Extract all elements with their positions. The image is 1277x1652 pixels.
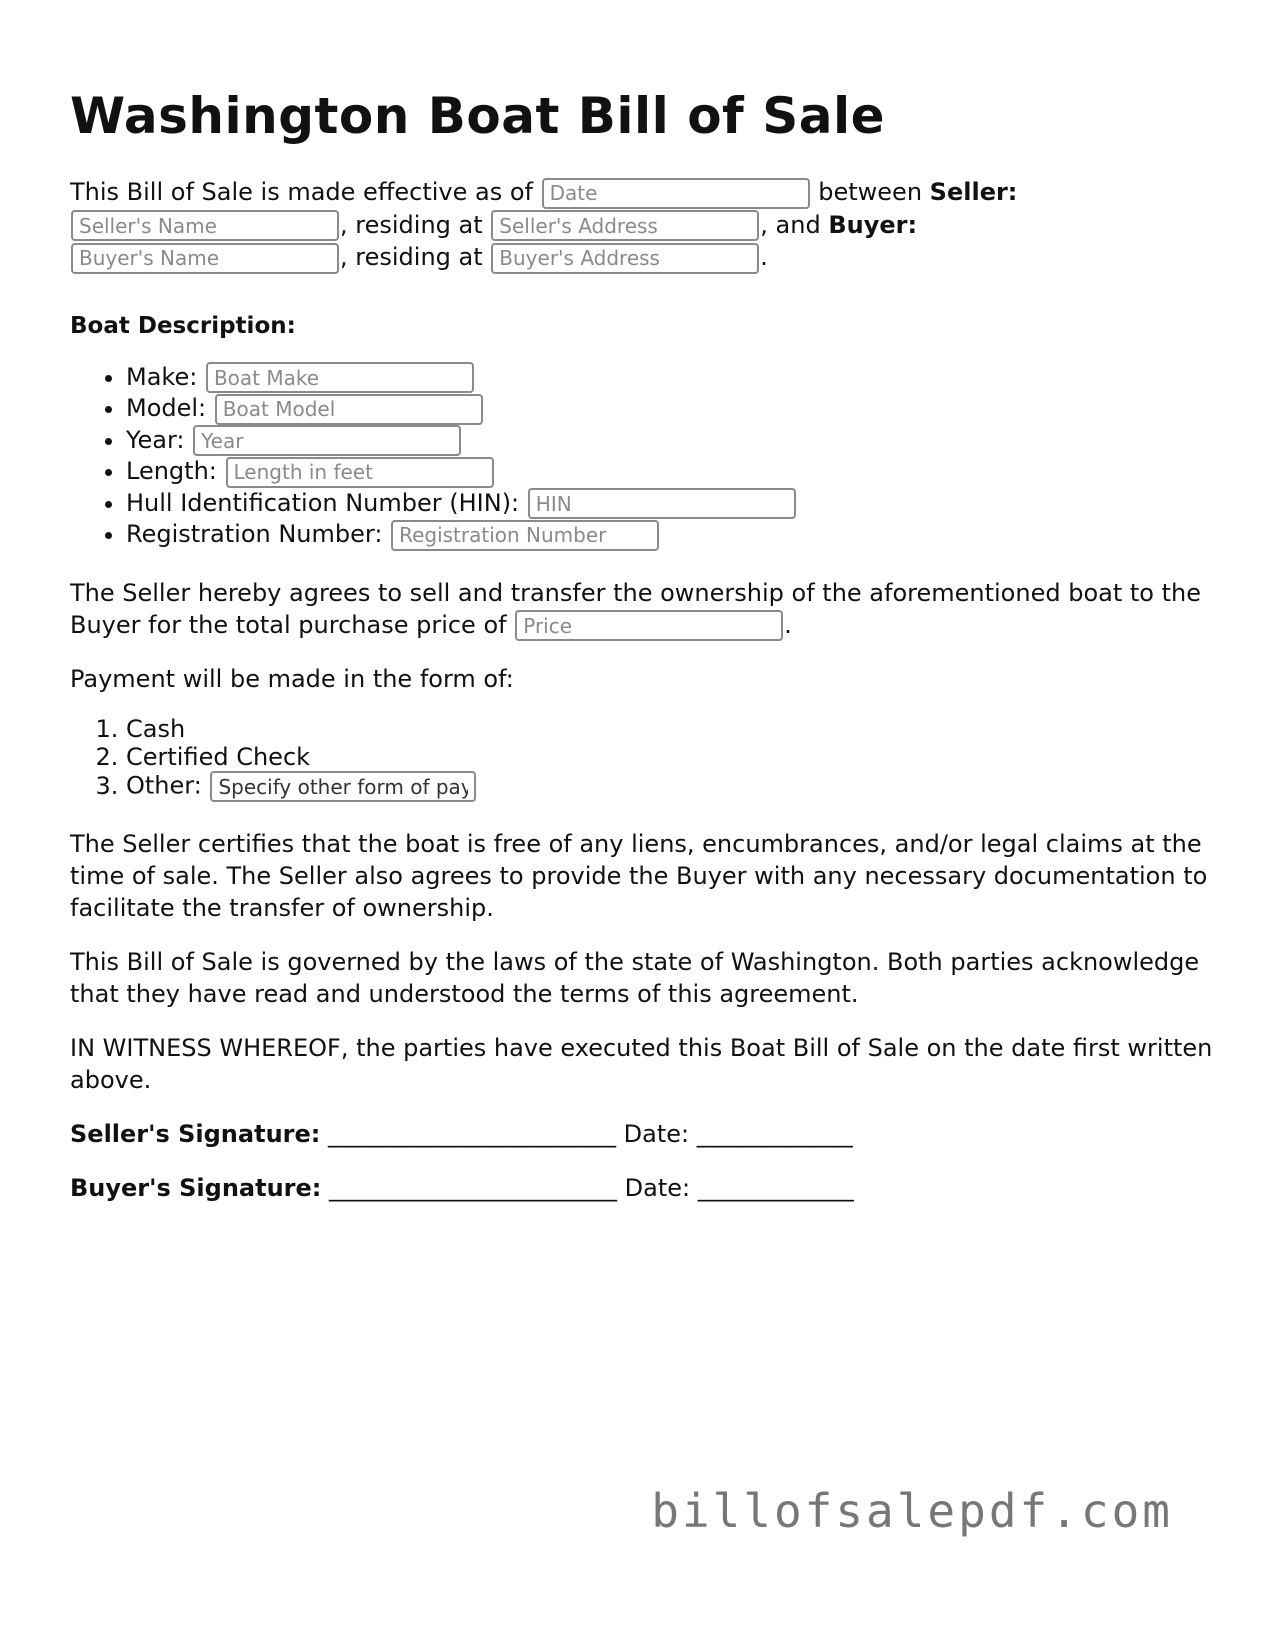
governed-paragraph: This Bill of Sale is governed by the laws of the state of Washington. Both parties acknowledge that they have read and understood the terms of this agreement. [70, 948, 1200, 1008]
seller-name-field[interactable] [71, 210, 339, 241]
model-label: Model: [126, 394, 207, 422]
certify-paragraph: The Seller certifies that the boat is free of any liens, encumbrances, and/or legal claims at the time of sale. The Seller also agrees to provide the Buyer with any necessary documentation to facilitate the transfer of ownership. [70, 830, 1208, 922]
boat-description-heading: Boat Description: [70, 312, 296, 339]
list-item: 2. Certified Check [126, 743, 1220, 771]
signature-blank: ________________________ [328, 1120, 616, 1148]
intro-text: , and [760, 210, 821, 239]
boat-model-field[interactable] [215, 394, 483, 425]
list-item [126, 362, 1220, 394]
list-item [126, 488, 1220, 520]
seller-signature-label: Seller's Signature: [70, 1120, 321, 1148]
page-title: Washington Boat Bill of Sale [70, 87, 886, 145]
effective-date-field[interactable] [542, 178, 810, 209]
buyer-name-field[interactable] [71, 243, 339, 274]
list-item: 1. Cash [126, 715, 1220, 743]
intro-text: , residing at [340, 210, 483, 239]
registration-label: Registration Number: [126, 520, 383, 548]
sale-text: The Seller hereby agrees to sell and transfer the ownership of the aforementioned boat to the Buyer for the total purchase price of [70, 578, 1201, 639]
sale-text: . [784, 610, 792, 639]
make-label: Make: [126, 362, 198, 391]
payment-options-list [70, 715, 1220, 802]
sale-paragraph [70, 577, 1220, 642]
list-item [126, 519, 1220, 551]
boat-length-field[interactable] [226, 457, 494, 488]
boat-make-field[interactable] [206, 362, 474, 393]
date-label: Date: [623, 1120, 690, 1148]
intro-paragraph [70, 176, 1220, 274]
payment-intro: Payment will be made in the form of: [70, 665, 514, 693]
intro-text: This Bill of Sale is made effective as of [70, 178, 533, 206]
date-label: Date: [624, 1174, 691, 1202]
intro-text: between [818, 178, 923, 206]
list-item [126, 425, 1220, 457]
list-item [126, 456, 1220, 488]
buyer-signature-line [70, 1172, 1220, 1204]
year-label: Year: [126, 425, 185, 454]
boat-description-list [70, 362, 1220, 551]
registration-number-field[interactable] [391, 520, 659, 551]
other-label: Other: [126, 771, 202, 800]
price-field[interactable] [515, 610, 783, 641]
document [70, 86, 1220, 1204]
seller-label: Seller: [929, 178, 1018, 206]
seller-address-field[interactable] [491, 210, 759, 241]
other-payment-field[interactable] [210, 771, 476, 802]
hin-label: Hull Identification Number (HIN): [126, 488, 520, 517]
date-blank: _____________ [696, 1120, 853, 1148]
intro-text: , residing at [340, 243, 483, 271]
buyer-address-field[interactable] [491, 243, 759, 274]
list-item [126, 771, 1220, 802]
buyer-label: Buyer: [828, 210, 918, 239]
boat-year-field[interactable] [193, 425, 461, 456]
intro-text: . [760, 243, 768, 271]
date-blank: _____________ [697, 1174, 854, 1202]
witness-paragraph: IN WITNESS WHEREOF, the parties have executed this Boat Bill of Sale on the date first written above. [70, 1034, 1213, 1094]
watermark: billofsalepdf.com [651, 1484, 1173, 1538]
list-item [126, 393, 1220, 425]
buyer-signature-label: Buyer's Signature: [70, 1174, 322, 1202]
seller-signature-line [70, 1118, 1220, 1150]
hin-field[interactable] [528, 488, 796, 519]
length-label: Length: [126, 457, 217, 485]
signature-blank: ________________________ [329, 1174, 618, 1202]
